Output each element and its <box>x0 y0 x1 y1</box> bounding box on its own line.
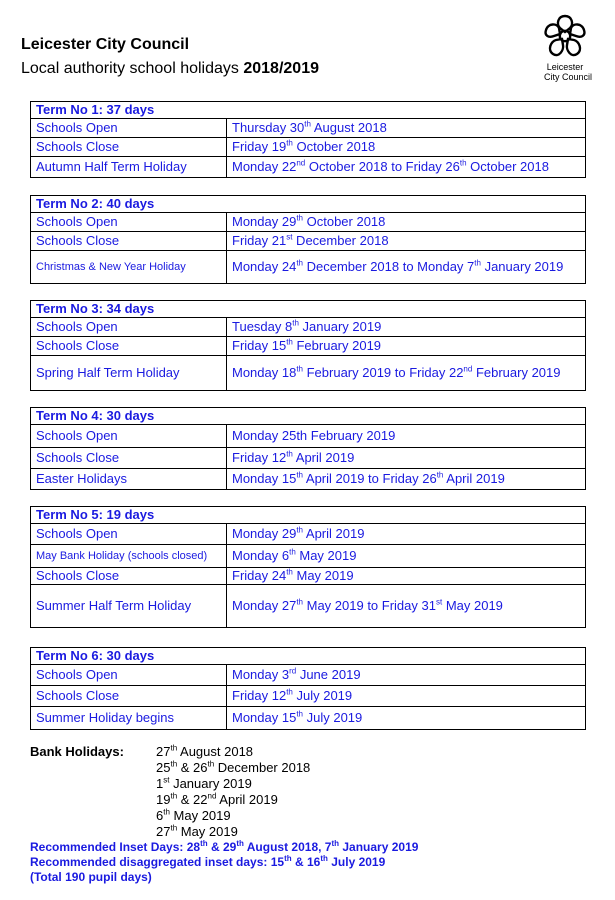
row-label: Schools Open <box>31 524 227 545</box>
table-row <box>31 524 586 545</box>
term-table <box>30 647 586 730</box>
table-row <box>31 232 586 251</box>
document-subtitle <box>21 60 319 78</box>
row-value: Friday 12th July 2019 <box>227 686 586 707</box>
table-row <box>31 356 586 391</box>
row-value: Friday 15th February 2019 <box>227 337 586 356</box>
row-label: Schools Open <box>31 119 227 138</box>
table-row <box>31 707 586 730</box>
term-heading-row <box>31 408 586 425</box>
row-value: Thursday 30th August 2018 <box>227 119 586 138</box>
term-heading-row <box>31 648 586 665</box>
bank-holiday-date: 19th & 22nd April 2019 <box>156 791 278 807</box>
row-value: Friday 21st December 2018 <box>227 232 586 251</box>
row-value: Monday 29th April 2019 <box>227 524 586 545</box>
row-value: Friday 12th April 2019 <box>227 448 586 469</box>
logo-wordmark <box>533 62 597 82</box>
table-row <box>31 318 586 337</box>
row-label: Schools Open <box>31 425 227 448</box>
table-row <box>31 545 586 568</box>
row-label: Summer Holiday begins <box>31 707 227 730</box>
term-heading-row <box>31 102 586 119</box>
table-row <box>31 686 586 707</box>
table-row <box>31 448 586 469</box>
row-value: Monday 15th April 2019 to Friday 26th April 2019 <box>227 469 586 490</box>
logo-line-1: Leicester <box>546 62 584 72</box>
table-row <box>31 251 586 284</box>
term-table <box>30 506 586 628</box>
row-value: Monday 24th December 2018 to Monday 7th January 2019 <box>227 251 586 284</box>
row-label: Spring Half Term Holiday <box>31 356 227 391</box>
bank-holiday-date: 27th August 2018 <box>156 743 254 759</box>
row-value: Monday 25th February 2019 <box>227 425 586 448</box>
row-label: Summer Half Term Holiday <box>31 585 227 628</box>
row-label: Schools Close <box>31 337 227 356</box>
term-table <box>30 101 586 178</box>
subtitle-prefix: Local authority school holidays <box>21 60 239 77</box>
term-table <box>30 195 586 284</box>
row-value: Monday 29th October 2018 <box>227 213 586 232</box>
term-heading: Term No 3: 34 days <box>31 301 586 318</box>
term-heading-row <box>31 301 586 318</box>
row-label: Autumn Half Term Holiday <box>31 157 227 178</box>
table-row <box>31 469 586 490</box>
bank-holidays-label: Bank Holidays: <box>30 744 124 759</box>
row-value: Monday 22nd October 2018 to Friday 26th October 2018 <box>227 157 586 178</box>
bank-holiday-date: 25th & 26th December 2018 <box>156 759 311 775</box>
term-heading: Term No 2: 40 days <box>31 196 586 213</box>
row-value: Monday 18th February 2019 to Friday 22nd February 2019 <box>227 356 586 391</box>
row-value: Monday 3rd June 2019 <box>227 665 586 686</box>
bank-holiday-date: 1st January 2019 <box>156 775 252 791</box>
row-label: Schools Close <box>31 138 227 157</box>
inset-note: Recommended Inset Days: 28th & 29th August 2018, 7th January 2019 <box>30 839 419 854</box>
row-value: Tuesday 8th January 2019 <box>227 318 586 337</box>
inset-days-notes <box>30 840 418 885</box>
council-title: Leicester City Council <box>21 36 190 53</box>
table-row <box>31 568 586 585</box>
row-label: Schools Open <box>31 665 227 686</box>
row-label: May Bank Holiday (schools closed) <box>31 545 227 568</box>
row-label: Easter Holidays <box>31 469 227 490</box>
inset-note: Recommended disaggregated inset days: 15th & 16th July 2019 <box>30 854 386 869</box>
table-row <box>31 425 586 448</box>
term-table <box>30 300 586 391</box>
row-label: Schools Open <box>31 318 227 337</box>
bank-holiday-date: 27th May 2019 <box>156 823 238 839</box>
table-row <box>31 138 586 157</box>
term-heading: Term No 4: 30 days <box>31 408 586 425</box>
row-value: Monday 15th July 2019 <box>227 707 586 730</box>
term-heading-row <box>31 196 586 213</box>
term-table <box>30 407 586 490</box>
logo-line-2: City Council <box>543 72 592 82</box>
term-heading: Term No 6: 30 days <box>31 648 586 665</box>
rose-icon <box>539 12 591 62</box>
council-logo <box>533 12 597 92</box>
row-value: Monday 27th May 2019 to Friday 31st May 2019 <box>227 585 586 628</box>
term-heading-row <box>31 507 586 524</box>
subtitle-year: 2018/2019 <box>243 60 319 77</box>
table-row <box>31 119 586 138</box>
table-row <box>31 157 586 178</box>
table-row <box>31 337 586 356</box>
table-row <box>31 213 586 232</box>
row-label: Christmas & New Year Holiday <box>31 251 227 284</box>
row-value: Monday 6th May 2019 <box>227 545 586 568</box>
term-heading: Term No 1: 37 days <box>31 102 586 119</box>
row-value: Friday 24th May 2019 <box>227 568 586 585</box>
row-label: Schools Close <box>31 232 227 251</box>
row-label: Schools Close <box>31 448 227 469</box>
row-value: Friday 19th October 2018 <box>227 138 586 157</box>
bank-holiday-date: 6th May 2019 <box>156 807 231 823</box>
term-heading: Term No 5: 19 days <box>31 507 586 524</box>
table-row <box>31 665 586 686</box>
row-label: Schools Open <box>31 213 227 232</box>
row-label: Schools Close <box>31 568 227 585</box>
bank-holidays-list <box>156 744 310 840</box>
row-label: Schools Close <box>31 686 227 707</box>
inset-note: (Total 190 pupil days) <box>30 870 152 884</box>
table-row <box>31 585 586 628</box>
